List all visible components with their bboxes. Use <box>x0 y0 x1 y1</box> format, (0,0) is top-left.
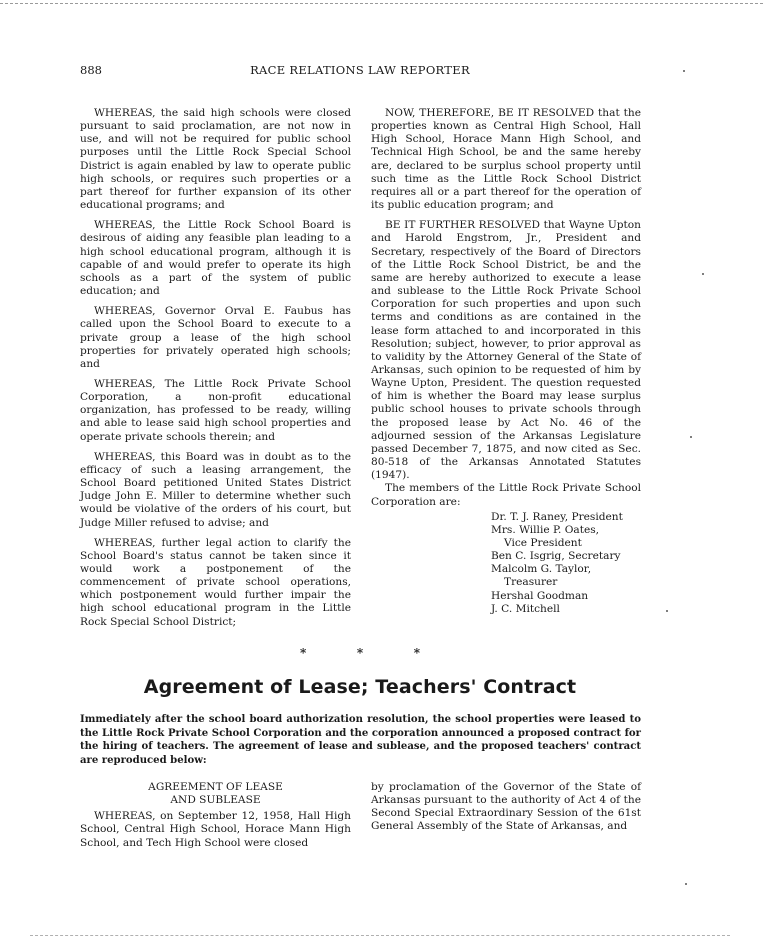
scan-edge-bottom <box>30 935 730 936</box>
scan-speck <box>702 273 704 275</box>
section-intro: Immediately after the school board authorization resolution, the school properties were leased to the Little Rock Private School Corporation and the corporation announced a proposed contract for the hiring of teachers. The agreement of lease and sublease, and the proposed teachers' contract are reproduced below: <box>80 714 641 766</box>
members-list <box>491 511 641 616</box>
resolved-paragraph: BE IT FURTHER RESOLVED that Wayne Upton and Harold Engstrom, Jr., President and Secretary, respectively of the Board of Directors of the Little Rock School District, be and the same are hereby authorized to execute a lease and sublease to the Little Rock Private School Corporation for such properties and upon such terms and conditions as are contained in the lease form attached to and incorporated in this Resolution; subject, however, to prior approval as to validity by the Attorney General of the State of Arkansas, such opinion to be requested of him by Wayne Upton, President. The question requested of him is whether the Board may lease surplus public school houses to private schools through the proposed lease by Act No. 46 of the adjourned session of the Arkansas Legislature passed December 7, 1875, and now cited as Sec. 80-518 of the Arkansas Annotated Statutes (1947). <box>371 219 641 482</box>
agreement-left-column <box>80 781 351 850</box>
agreement-paragraph: WHEREAS, on September 12, 1958, Hall High School, Central High School, Horace Mann High School, and Tech High School were closed <box>80 810 351 849</box>
resolved-paragraph: NOW, THEREFORE, BE IT RESOLVED that the properties known as Central High School, Hall High School, Horace Mann High School, and Technical High School, be and the same hereby are, declared to be surplus school property until such time as the Little Rock School District requires all or a part thereof for the operation of its public education program; and <box>371 107 641 212</box>
page-number: 888 <box>80 63 102 77</box>
members-intro: The members of the Little Rock Private School Corporation are: <box>371 482 641 508</box>
scan-edge-top <box>0 3 763 4</box>
page-header <box>80 63 640 79</box>
agreement-paragraph: by proclamation of the Governor of the State of Arkansas pursuant to the authority of Act 4 of the Second Special Extraordinary Session of the 61st General Assembly of the State of Arkansas, and <box>371 781 641 833</box>
section-title: Agreement of Lease; Teachers' Contract <box>143 676 577 698</box>
agreement-heading-line: AND SUBLEASE <box>170 794 261 807</box>
member-line: Mrs. Willie P. Oates, <box>491 523 600 536</box>
whereas-paragraph: WHEREAS, the said high schools were closed pursuant to said proclamation, are not now in use, and will not be required for public school purposes until the Little Rock Special School District is again enabled by law to operate public high schools, or requires such properties or a part thereof for further expansion of its other educational programs; and <box>80 107 351 212</box>
agreement-right-column <box>371 781 641 834</box>
member-line: J. C. Mitchell <box>491 602 560 615</box>
member-line: Malcolm G. Taylor, <box>491 563 592 576</box>
whereas-paragraph: WHEREAS, the Little Rock School Board is desirous of aiding any feasible plan leading to a high school educational program, although it is capable of and would prefer to operate its high schools as a part of the system of public education; and <box>80 219 351 298</box>
member-title: Treasurer <box>504 576 558 589</box>
scan-speck <box>690 436 692 438</box>
whereas-paragraph: WHEREAS, The Little Rock Private School Corporation, a non-profit educational organization, has professed to be ready, willing and able to lease said high school properties and operate private schools therein; and <box>80 377 351 443</box>
section-separator <box>300 646 420 660</box>
left-column <box>80 107 351 629</box>
whereas-paragraph: WHEREAS, this Board was in doubt as to the efficacy of such a leasing arrangement, the School Board petitioned United States District Judge John E. Miller to determine whether such would be violative of the orders of his court, but Judge Miller refused to advise; and <box>80 450 351 529</box>
right-column <box>371 107 641 616</box>
asterisk: * <box>356 646 364 660</box>
member-line: Hershal Goodman <box>491 589 589 602</box>
scan-speck <box>683 70 685 72</box>
scan-speck <box>666 610 668 612</box>
scan-speck <box>685 883 687 885</box>
agreement-heading-line: AGREEMENT OF LEASE <box>148 781 283 793</box>
member-line: Ben C. Isgrig, Secretary <box>491 550 621 563</box>
agreement-heading <box>80 781 351 807</box>
asterisk: * <box>413 646 420 660</box>
whereas-paragraph: WHEREAS, Governor Orval E. Faubus has called upon the School Board to execute to a private group a lease of the high school properties for privately operated high schools; and <box>80 305 351 370</box>
member-title: Vice President <box>504 537 582 549</box>
member-line: Dr. T. J. Raney, President <box>491 510 623 523</box>
asterisk: * <box>300 646 307 660</box>
running-head: RACE RELATIONS LAW REPORTER <box>250 63 470 77</box>
whereas-paragraph: WHEREAS, further legal action to clarify the School Board's status cannot be taken since it would work a postponement of the commencement of private school operations, which postponement would further impair the high school educational program in the Little Rock Special School District; <box>80 536 351 628</box>
